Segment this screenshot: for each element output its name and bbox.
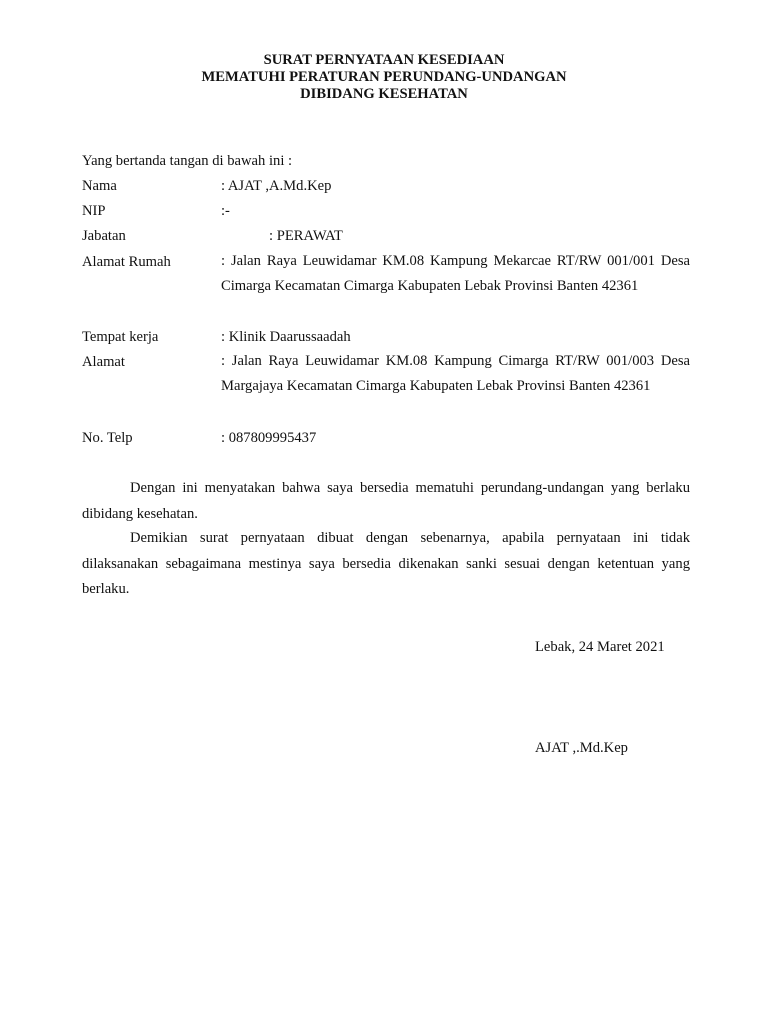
value-jabatan: : PERAWAT xyxy=(269,228,343,244)
value-no-telp: : 087809995437 xyxy=(221,430,317,446)
statement-text: Dengan ini menyatakan bahwa saya bersedia mematuhi perundang-undangan yang berlaku dibidang kesehatan. xyxy=(82,480,690,522)
label-no-telp: No. Telp xyxy=(82,430,133,446)
label-nama: Nama xyxy=(82,178,117,194)
statement-paragraph xyxy=(82,476,690,527)
place-date: Lebak, 24 Maret 2021 xyxy=(535,639,665,655)
value-alamat: : Jalan Raya Leuwidamar KM.08 Kampung Cimarga RT/RW 001/003 Desa Margajaya Kecamatan Cimarga Kabupaten Lebak Provinsi Banten 42361 xyxy=(221,353,690,394)
value-nama: : AJAT ,A.Md.Kep xyxy=(221,178,332,194)
value-nip: :- xyxy=(221,203,230,219)
label-alamat-rumah: Alamat Rumah xyxy=(82,254,171,270)
closing-text: Demikian surat pernyataan dibuat dengan sebenarnya, apabila pernyataan ini tidak dilaksanakan sebagaimana mestinya saya bersedia dikenakan sanki sesuai dengan ketentuan yang berlaku. xyxy=(82,530,690,597)
label-tempat-kerja: Tempat kerja xyxy=(82,329,159,345)
value-alamat-rumah: : Jalan Raya Leuwidamar KM.08 Kampung Mekarcae RT/RW 001/001 Desa Cimarga Kecamatan Cimarga Kabupaten Lebak Provinsi Banten 42361 xyxy=(221,253,690,294)
label-jabatan: Jabatan xyxy=(82,228,126,244)
intro-text: Yang bertanda tangan di bawah ini : xyxy=(82,153,293,169)
value-tempat-kerja: : Klinik Daarussaadah xyxy=(221,329,351,345)
title-line-2: MEMATUHI PERATURAN PERUNDANG-UNDANGAN xyxy=(201,69,567,85)
document-title xyxy=(0,52,768,103)
signer-name: AJAT ,.Md.Kep xyxy=(535,740,628,756)
closing-paragraph xyxy=(82,526,690,603)
label-nip: NIP xyxy=(82,203,106,219)
label-alamat: Alamat xyxy=(82,354,125,370)
title-line-1: SURAT PERNYATAAN KESEDIAAN xyxy=(263,52,505,68)
title-line-3: DIBIDANG KESEHATAN xyxy=(300,86,468,102)
